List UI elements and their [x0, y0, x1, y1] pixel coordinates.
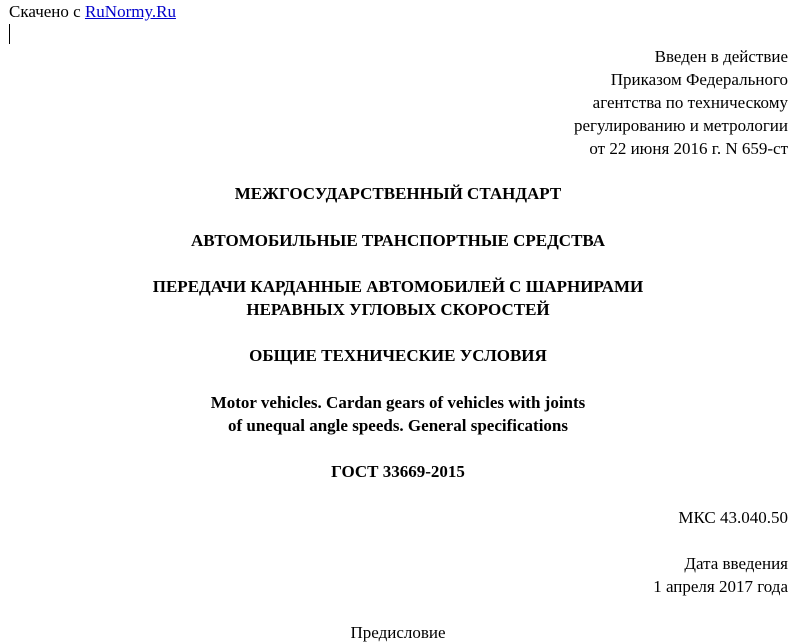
download-prefix: Скачено с — [9, 2, 85, 21]
category-heading: АВТОМОБИЛЬНЫЕ ТРАНСПОРТНЫЕ СРЕДСТВА — [191, 231, 605, 250]
download-source-line — [9, 1, 176, 23]
enactment-line: регулированию и метрологии — [573, 116, 788, 135]
text-cursor — [9, 24, 10, 44]
effective-date-label: Дата введения — [684, 554, 788, 573]
document-subtitle: ОБЩИЕ ТЕХНИЧЕСКИЕ УСЛОВИЯ — [249, 346, 547, 365]
english-title-line-1: Motor vehicles. Cardan gears of vehicles with joints — [210, 393, 586, 412]
enactment-line: Введен в действие — [654, 47, 788, 66]
document-title-line-2: НЕРАВНЫХ УГЛОВЫХ СКОРОСТЕЙ — [246, 300, 550, 319]
enactment-note — [388, 45, 788, 160]
enactment-line: Приказом Федерального — [610, 70, 788, 89]
preface-heading: Предисловие — [350, 623, 446, 642]
mks-code: МКС 43.040.50 — [678, 508, 788, 527]
english-title-line-2: of unequal angle speeds. General specifications — [227, 416, 568, 435]
standard-type-heading: МЕЖГОСУДАРСТВЕННЫЙ СТАНДАРТ — [234, 184, 562, 203]
runormy-link[interactable]: RuNormy.Ru — [84, 2, 176, 21]
document-title-line-1: ПЕРЕДАЧИ КАРДАННЫЕ АВТОМОБИЛЕЙ С ШАРНИРАМИ — [152, 277, 644, 296]
enactment-line: от 22 июня 2016 г. N 659-ст — [589, 139, 788, 158]
gost-number: ГОСТ 33669-2015 — [331, 462, 465, 481]
enactment-line: агентства по техническому — [592, 93, 788, 112]
effective-date-value: 1 апреля 2017 года — [653, 577, 788, 596]
